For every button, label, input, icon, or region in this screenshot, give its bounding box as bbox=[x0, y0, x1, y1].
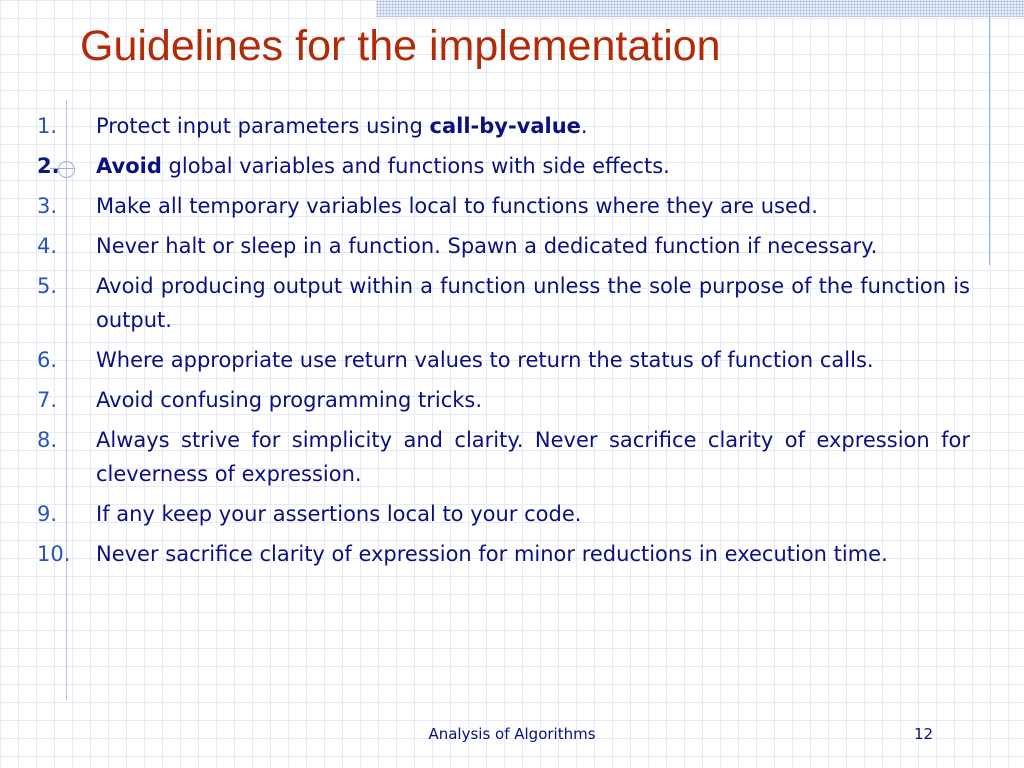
item-number: 6. bbox=[37, 348, 58, 372]
item-text: Avoid global variables and functions with side effects. bbox=[96, 154, 670, 178]
item-emphasis: Avoid bbox=[96, 154, 162, 178]
item-text: Never halt or sleep in a function. Spawn a dedicated function if necessary. bbox=[96, 234, 878, 258]
item-number: 7. bbox=[37, 388, 58, 412]
slide-title: Guidelines for the implementation bbox=[80, 22, 721, 70]
decorative-header-strip bbox=[376, 0, 1024, 17]
item-number: 8. bbox=[37, 428, 58, 452]
page-number: 12 bbox=[914, 725, 934, 743]
item-emphasis: call-by-value bbox=[429, 114, 581, 138]
item-text: Where appropriate use return values to return the status of function calls. bbox=[96, 348, 874, 372]
item-text: Avoid confusing programming tricks. bbox=[96, 388, 483, 412]
list-item bbox=[0, 149, 1024, 183]
list-item bbox=[0, 229, 1024, 263]
list-item bbox=[0, 109, 1024, 143]
item-text: If any keep your assertions local to your code. bbox=[96, 502, 582, 526]
item-text: Never sacrifice clarity of expression for minor reductions in execution time. bbox=[96, 542, 888, 566]
guideline-list bbox=[0, 109, 1024, 577]
item-number: 9. bbox=[37, 502, 58, 526]
item-number: 1. bbox=[37, 114, 58, 138]
item-number: 4. bbox=[37, 234, 58, 258]
item-text: Avoid producing output within a function unless the sole purpose of the function is output. bbox=[96, 274, 970, 332]
list-item bbox=[0, 423, 1024, 491]
list-item bbox=[0, 189, 1024, 223]
list-item bbox=[0, 497, 1024, 531]
item-number: 2. bbox=[37, 154, 60, 178]
item-number: 3. bbox=[37, 194, 58, 218]
item-text: Protect input parameters using call-by-value. bbox=[96, 114, 588, 138]
list-item bbox=[0, 269, 1024, 337]
item-number: 5. bbox=[37, 274, 58, 298]
list-item bbox=[0, 537, 1024, 571]
item-text: Make all temporary variables local to functions where they are used. bbox=[96, 194, 818, 218]
item-number: 10. bbox=[37, 542, 71, 566]
list-item bbox=[0, 343, 1024, 377]
footer-title: Analysis of Algorithms bbox=[428, 725, 596, 743]
list-item bbox=[0, 383, 1024, 417]
item-text: Always strive for simplicity and clarity. Never sacrifice clarity of expression for cleverness of expression. bbox=[96, 428, 970, 486]
